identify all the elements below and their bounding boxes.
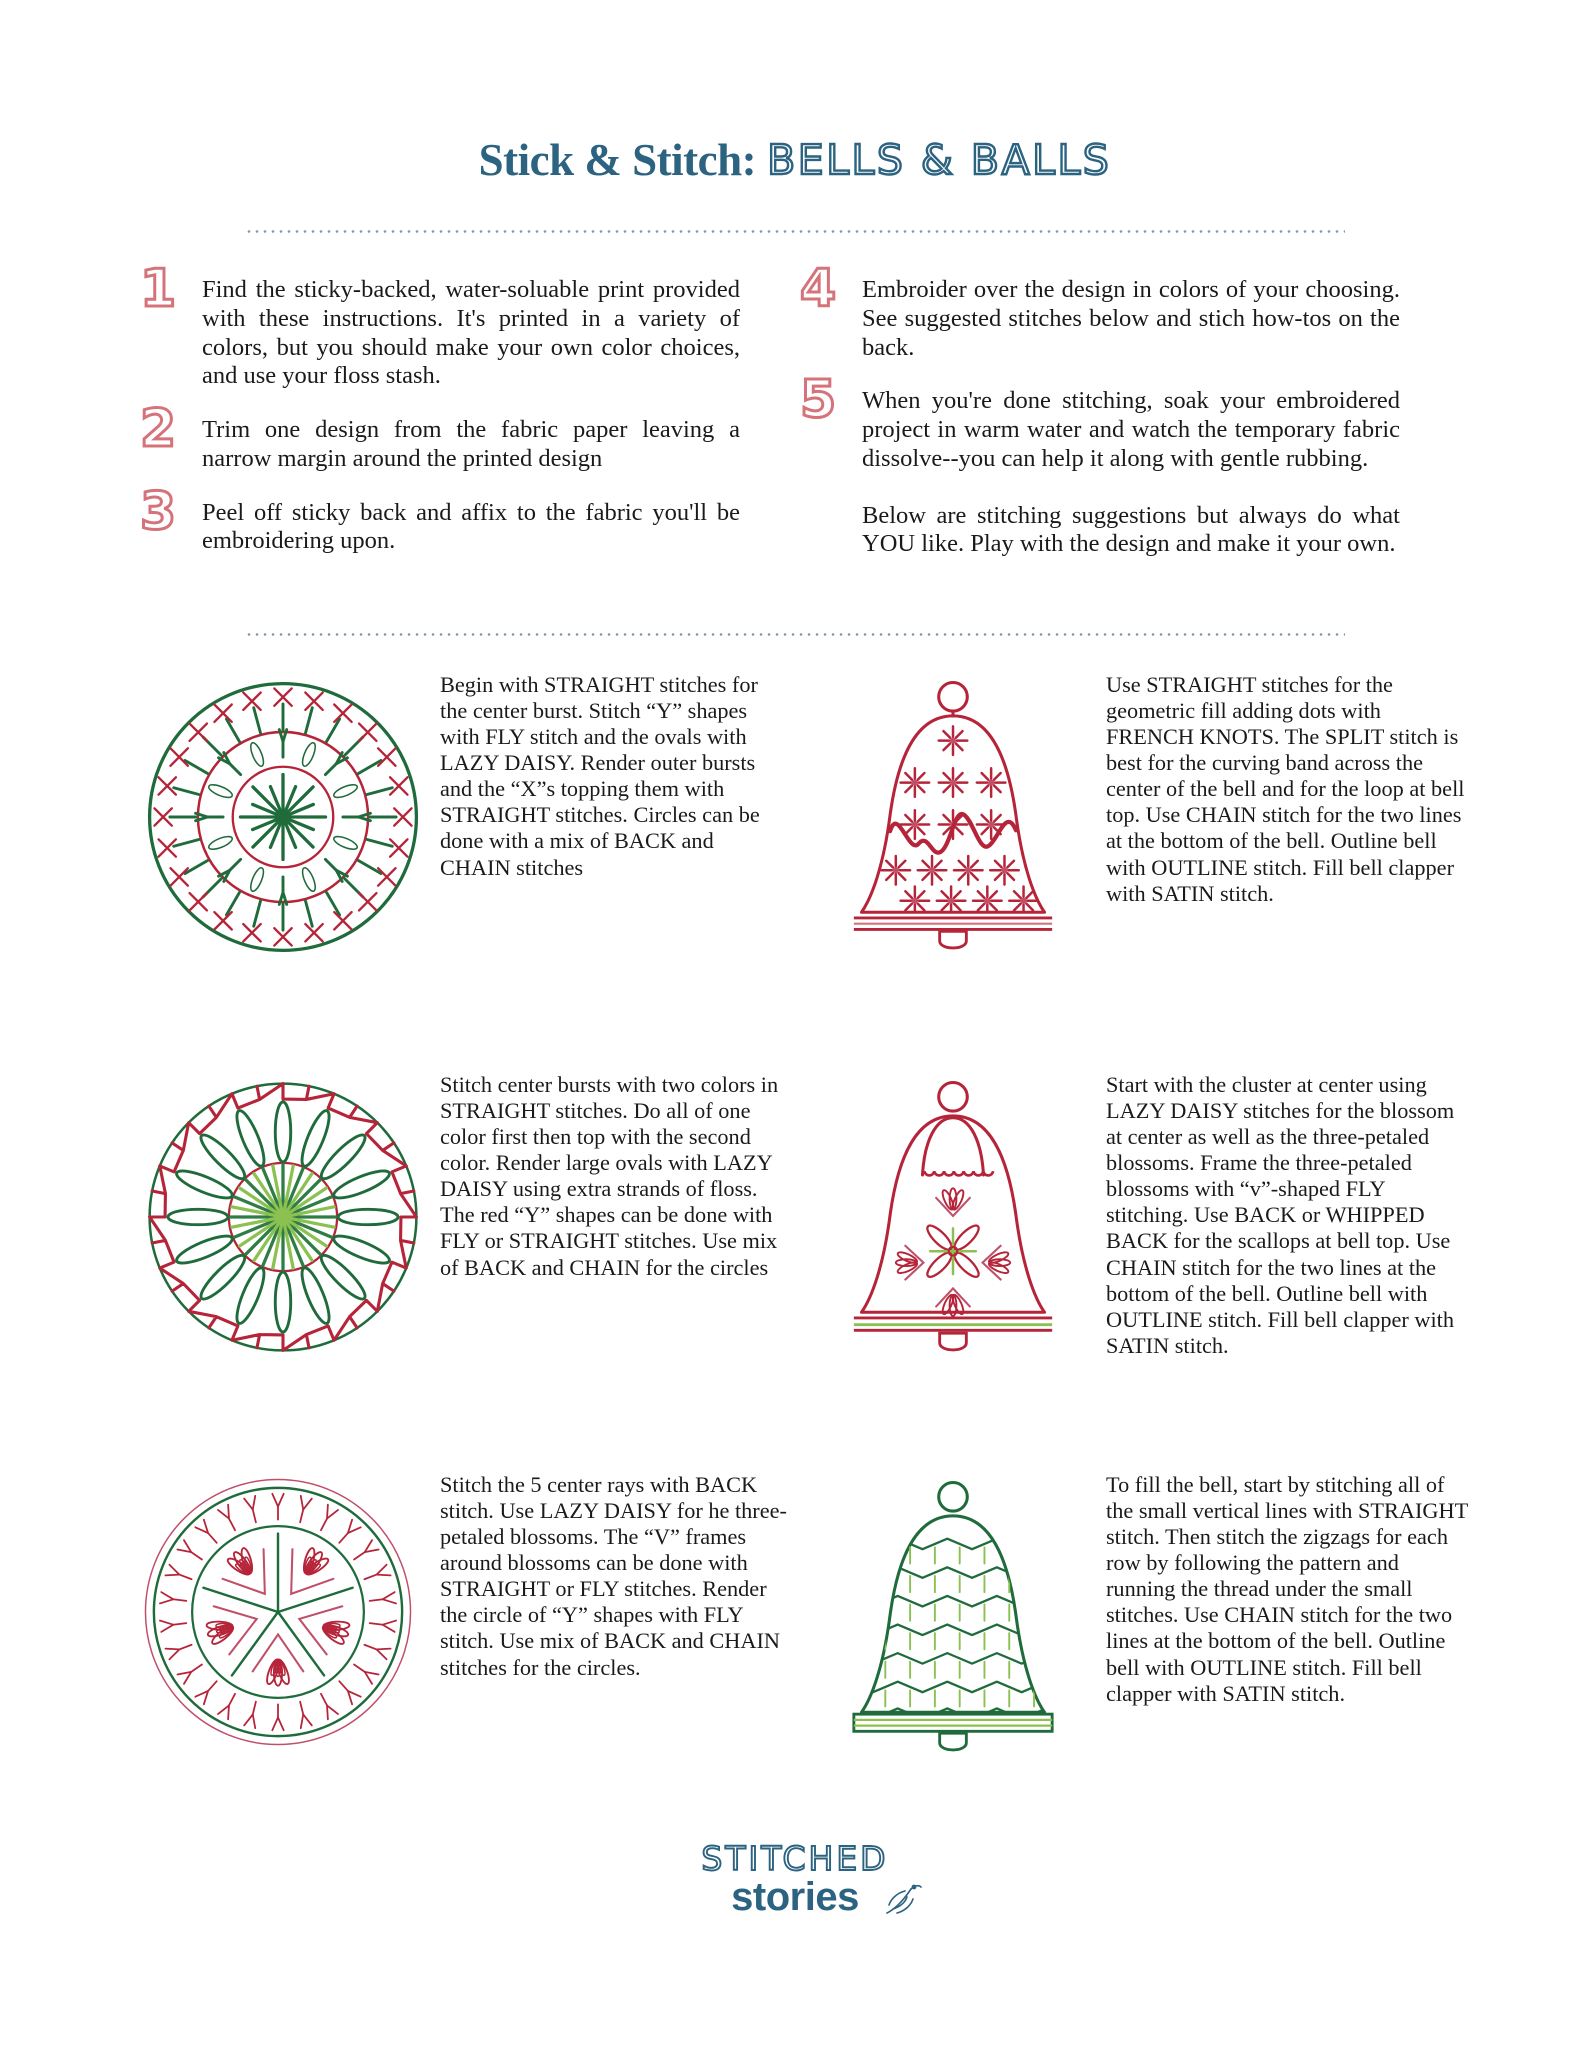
ornament-3-svg (138, 1472, 418, 1752)
design-row (0, 1072, 1590, 1472)
ornament-2-svg (138, 1072, 428, 1362)
needle-thread-icon (881, 1879, 923, 1919)
ornament-straight-burst-illustration (138, 672, 428, 972)
bell-1-svg (848, 672, 1058, 958)
design-cell (138, 672, 788, 972)
instruction-step (140, 399, 740, 474)
instruction-step (800, 370, 1400, 473)
divider-top (245, 230, 1345, 233)
design-description: Use STRAIGHT stitches for the geometric fill adding dots with FRENCH KNOTS. The SPLIT stitch is best for the curving band across the center of the bell and for the loop at bell top. Use CHAIN stitch for the two lines at the bottom of the bell. Outline bell with OUTLINE stitch. Fill bell clapper with SATIN stitch. (1106, 672, 1465, 906)
page-title-main: Stick & Stitch: (478, 135, 757, 185)
logo-wrap (701, 1839, 889, 1919)
design-description: Begin with STRAIGHT stitches for the center burst. Stitch “Y” shapes with FLY stitch and the ovals with LAZY DAISY. Render outer bursts and the “X”s topping them with STRAIGHT stitches. Circles can be done with a mix of BACK and CHAIN stitches (440, 672, 760, 880)
ornament-five-ray-illustration (138, 1472, 428, 1772)
design-cell (820, 672, 1470, 972)
logo-line-stories: stories (731, 1875, 859, 1919)
instructions-note: Below are stitching suggestions but always do what YOU like. Play with the design and make it your own. (862, 501, 1400, 558)
step-number: 1 (140, 266, 202, 314)
design-description: Start with the cluster at center using LAZY DAISY stitches for the blossom at center as well as the three-petaled blossoms. Frame the three-petaled blossoms with “v”-shaped FLY stitching. Use BACK or WHIPPED BACK for the scallops at bell top. Use CHAIN stitch for the two lines at the bottom of the bell. Outline bell with OUTLINE stitch. Fill bell clapper with SATIN stitch. (1106, 1072, 1455, 1358)
step-number: 2 (140, 406, 202, 454)
footer-logo (0, 1839, 1590, 1919)
step-text: When you're done stitching, soak your embroidered project in warm water and watch the temporary fabric dissolve--you can help it along with gentle rubbing. (862, 387, 1400, 472)
instruction-step (140, 259, 740, 391)
step-text: Peel off sticky back and affix to the fabric you'll be embroidering upon. (202, 498, 740, 555)
instructions-section (0, 259, 1590, 604)
design-row (0, 1472, 1590, 1872)
step-text: Trim one design from the fabric paper leaving a narrow margin around the printed design (202, 416, 740, 472)
instruction-step (800, 259, 1400, 362)
instructions-column-left (140, 259, 740, 579)
step-text: Find the sticky-backed, water-soluable print provided with these instructions. It's printed in a variety of colors, but you should make your own color choices, and use your floss stash. (202, 276, 740, 390)
bell-blossom-illustration (848, 1072, 1098, 1372)
design-cell (138, 1072, 788, 1372)
page-title-sub: BELLS & BALLS (767, 136, 1112, 184)
design-row (0, 672, 1590, 1072)
bell-3-svg (848, 1472, 1058, 1758)
design-cell (138, 1472, 788, 1772)
ornament-two-color-burst-illustration (138, 1072, 428, 1372)
bell-2-svg (848, 1072, 1058, 1358)
instructions-column-right (800, 259, 1400, 559)
divider-middle (245, 633, 1345, 636)
step-number: 3 (140, 489, 202, 537)
step-number: 5 (800, 377, 862, 425)
design-description: Stitch the 5 center rays with BACK stitch. Use LAZY DAISY for he three-petaled blossoms. The “V” frames around blossoms can be done with STRAIGHT or FLY stitches. Render the circle of “Y” shapes with FLY stitch. Use mix of BACK and CHAIN stitches for the circles. (440, 1472, 787, 1680)
bell-chevron-illustration (848, 1472, 1098, 1772)
ornament-1-svg (138, 672, 428, 962)
bell-geometric-illustration (848, 672, 1098, 972)
design-description: Stitch center bursts with two colors in STRAIGHT stitches. Do all of one color first then top with the second color. Render large ovals with LAZY DAISY using extra strands of floss. The red “Y” shapes can be done with FLY or STRAIGHT stitches. Use mix of BACK and CHAIN for the circles (440, 1072, 779, 1280)
step-number: 4 (800, 266, 862, 314)
logo-line-stitched: STITCHED (701, 1839, 889, 1878)
design-cell (820, 1072, 1470, 1372)
step-text: Embroider over the design in colors of your choosing. See suggested stitches below and stich how-tos on the back. (862, 276, 1400, 361)
design-cell (820, 1472, 1470, 1772)
designs-section (0, 672, 1590, 1872)
design-description: To fill the bell, start by stitching all of the small vertical lines with STRAIGHT stitch. Then stitch the zigzags for each row by following the pattern and running the thread under the small stitches. Use CHAIN stitch for the two lines at the bottom of the bell. Outline bell with OUTLINE stitch. Fill bell clapper with SATIN stitch. (1106, 1472, 1468, 1706)
instruction-step (140, 481, 740, 557)
page-title (0, 134, 1590, 186)
